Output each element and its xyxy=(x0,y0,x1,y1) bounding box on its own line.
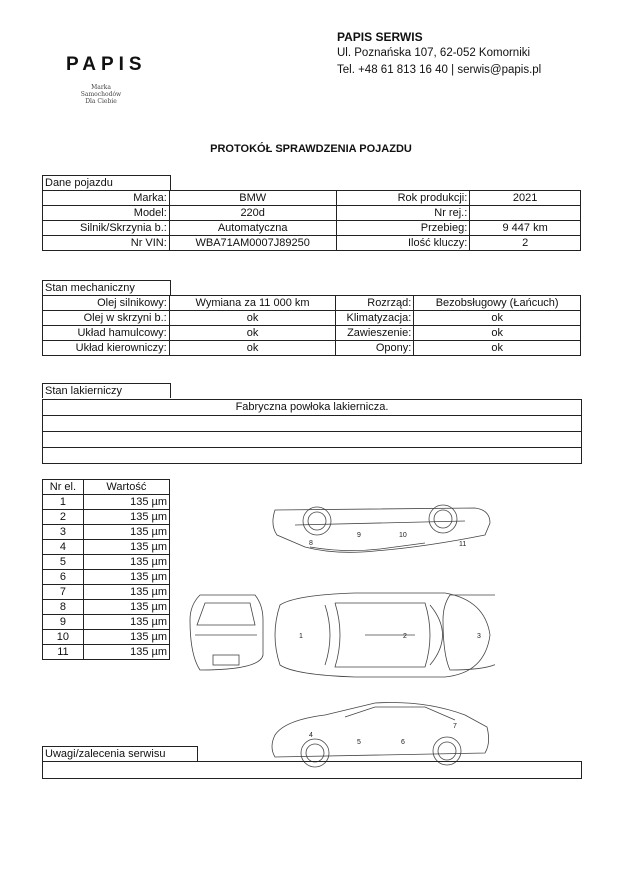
car-top-view xyxy=(275,593,490,677)
table-row xyxy=(43,495,170,510)
table-row xyxy=(43,600,170,615)
diagram-number: 8 xyxy=(309,540,313,547)
thickness-value-cell: 135 µm xyxy=(83,495,169,510)
element-number-cell: 3 xyxy=(43,525,84,540)
company-address: Ul. Poznańska 107, 62-052 Komorniki xyxy=(337,47,531,59)
table-row xyxy=(43,510,170,525)
car-left-side-view xyxy=(273,505,490,552)
diagram-number: 10 xyxy=(399,532,407,539)
column-header: Wartość xyxy=(83,480,169,495)
element-number-cell: 5 xyxy=(43,555,84,570)
table-row xyxy=(43,645,170,660)
diagram-number: 6 xyxy=(401,739,405,746)
company-name: PAPIS SERWIS xyxy=(337,30,423,44)
diagram-number: 2 xyxy=(403,633,407,640)
element-number-cell: 11 xyxy=(43,645,84,660)
table-row xyxy=(43,540,170,555)
paint-row xyxy=(43,432,581,448)
thickness-value-cell: 135 µm xyxy=(83,615,169,630)
paint-row xyxy=(43,416,581,432)
element-number-cell: 10 xyxy=(43,630,84,645)
diagram-number: 11 xyxy=(459,541,467,548)
thickness-value-cell: 135 µm xyxy=(83,570,169,585)
thickness-value-cell: 135 µm xyxy=(83,525,169,540)
diagram-number: 3 xyxy=(477,633,481,640)
element-number-cell: 9 xyxy=(43,615,84,630)
element-number-cell: 6 xyxy=(43,570,84,585)
company-contact: Tel. +48 61 813 16 40 | serwis@papis.pl xyxy=(337,64,542,76)
element-number-cell: 4 xyxy=(43,540,84,555)
diagram-number: 1 xyxy=(299,633,303,640)
table-row xyxy=(43,570,170,585)
section-remarks-label: Uwagi/zalecenia serwisu xyxy=(42,746,198,761)
diagram-number: 4 xyxy=(309,732,313,739)
column-header: Nr el. xyxy=(43,480,84,495)
thickness-value-cell: 135 µm xyxy=(83,555,169,570)
table-row: Układ hamulcowy: ok Zawieszenie: ok xyxy=(43,326,581,341)
table-row: Marka: BMW Rok produkcji: 2021 xyxy=(43,191,581,206)
table-row xyxy=(43,555,170,570)
brand-logo: PAPIS xyxy=(66,54,147,75)
car-rear-view xyxy=(443,595,495,670)
element-number-cell: 7 xyxy=(43,585,84,600)
remarks-box xyxy=(42,761,582,779)
section-mechanical-label: Stan mechaniczny xyxy=(42,280,171,295)
table-row: Układ kierowniczy: ok Opony: ok xyxy=(43,341,581,356)
table-row xyxy=(43,630,170,645)
brand-tagline: Marka Samochodów Dla Ciebie xyxy=(80,84,122,105)
section-vehicle-label: Dane pojazdu xyxy=(42,175,171,190)
diagram-number: 9 xyxy=(357,532,361,539)
table-row xyxy=(43,525,170,540)
element-number-cell: 2 xyxy=(43,510,84,525)
car-right-side-view xyxy=(272,703,489,768)
table-row: Nr VIN: WBA71AM0007J89250 Ilość kluczy: 2 xyxy=(43,236,581,251)
thickness-value-cell: 135 µm xyxy=(83,600,169,615)
car-damage-diagram xyxy=(185,495,495,780)
mechanical-table xyxy=(42,295,581,356)
table-header-row xyxy=(43,480,170,495)
table-row xyxy=(43,585,170,600)
paint-row xyxy=(43,448,581,463)
thickness-value-cell: 135 µm xyxy=(83,630,169,645)
table-row: Olej w skrzyni b.: ok Klimatyzacja: ok xyxy=(43,311,581,326)
thickness-value-cell: 135 µm xyxy=(83,645,169,660)
document-title: PROTOKÓŁ SPRAWDZENIA POJAZDU xyxy=(210,143,412,155)
thickness-value-cell: 135 µm xyxy=(83,540,169,555)
section-paint-label: Stan lakierniczy xyxy=(42,383,171,398)
thickness-value-cell: 135 µm xyxy=(83,585,169,600)
diagram-number: 5 xyxy=(357,739,361,746)
element-number-cell: 1 xyxy=(43,495,84,510)
vehicle-table xyxy=(42,190,581,251)
table-row: Silnik/Skrzynia b.: Automatyczna Przebieg: 9 447 km xyxy=(43,221,581,236)
paint-thickness-table xyxy=(42,479,170,660)
table-row: Model: 220d Nr rej.: xyxy=(43,206,581,221)
car-front-view xyxy=(190,595,263,670)
table-row xyxy=(43,615,170,630)
thickness-value-cell: 135 µm xyxy=(83,510,169,525)
paint-row: Fabryczna powłoka lakiernicza. xyxy=(43,400,581,416)
table-row: Olej silnikowy: Wymiana za 11 000 km Rozrząd: Bezobsługowy (Łańcuch) xyxy=(43,296,581,311)
paint-box xyxy=(42,399,582,464)
element-number-cell: 8 xyxy=(43,600,84,615)
diagram-number: 7 xyxy=(453,723,457,730)
